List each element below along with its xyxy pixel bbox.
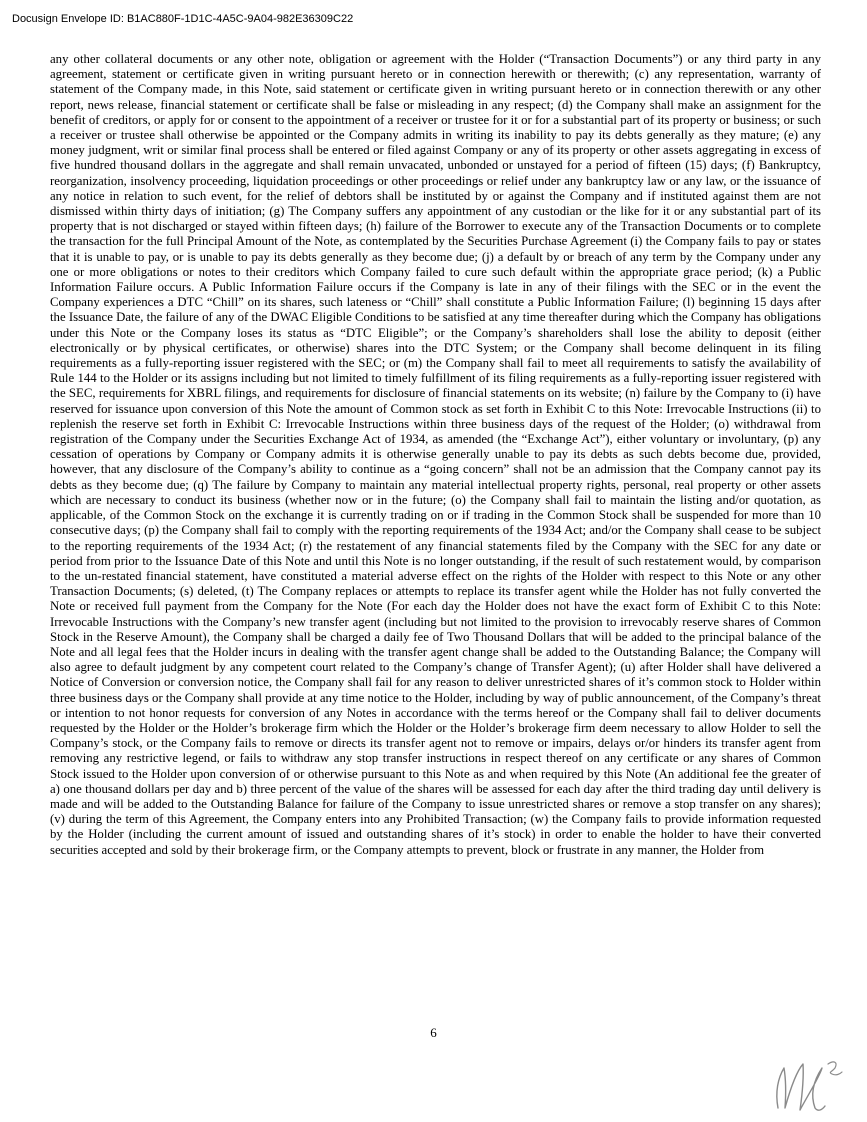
handwritten-initials [770,1050,850,1120]
body-paragraph: any other collateral documents or any other note, obligation or agreement with the Holder (“Transaction Documents”) or any third party in any agreement, statement or certificate given in writing pursuant hereto or in connection herewith or therewith; (c) any representation, warranty of statement of the Company made, in this Note, said statement or certificate given in writing pursuant hereto or in connection therewith or any other report, news release, financial statement or certificate shall be false or misleading in any respect; (d) the Company shall make an assignment for the benefit of creditors, or apply for or consent to the appointment of a receiver or trustee for it or for a substantial part of its property or business; or such a receiver or trustee shall otherwise be appointed or the Company admits in writing its inability to pay its debts generally as they mature; (e) any money judgment, writ or similar final process shall be entered or filed against Company or any of its property or other assets aggregating in excess of five hundred thousand dollars in the aggregate and shall remain unvacated, unbonded or unstayed for a period of fifteen (15) days; (f) Bankruptcy, reorganization, insolvency proceeding, liquidation proceedings or other proceedings or relief under any bankruptcy law or any law, or the issuance of any notice in relation to such event, for the relief of debtors shall be instituted by or against the Company and if instituted against them are not dismissed within thirty days of initiation; (g) The Company suffers any appointment of any custodian or the like for it or any substantial part of its property that is not discharged or stayed within fifteen days; (h) failure of the Borrower to execute any of the Transaction Documents or to complete the transaction for the full Principal Amount of the Note, as contemplated by the Securities Purchase Agreement (i) the Company fails to pay or states that it is unable to pay, or is unable to pay its debts generally as they become due; (j) a default by or breach of any term by the Company under any one or more obligations or notes to their creditors which Company failed to cure such default within the appropriate grace period; (k) a Public Information Failure occurs. A Public Information Failure occurs if the Company is late in any of their filings with the SEC or in the event the Company experiences a DTC “Chill” on its shares, such lateness or “Chill” shall constitute a Public Information Failure; (l) beginning 15 days after the Issuance Date, the failure of any of the DWAC Eligible Conditions to be satisfied at any time thereafter during which the Company has obligations under this Note or the Company loses its status as “DTC Eligible”; or the Company’s shareholders shall lose the ability to deposit (either electronically or by physical certificates, or otherwise) shares into the DTC System; or the Company shall become delinquent in its filing requirements as a fully-reporting issuer registered with the SEC; or (m) the Company shall fail to meet all requirements to satisfy the availability of Rule 144 to the Holder or its assigns including but not limited to timely fulfillment of its filing requirements as a fully-reporting issuer registered with the SEC, requirements for XBRL filings, and requirements for disclosure of financial statements on its website; (n) failure by the Company to (i) have reserved for issuance upon conversion of this Note the amount of Common stock as set forth in Exhibit C to this Note: Irrevocable Instructions (ii) to replenish the reserve set forth in Exhibit C: Irrevocable Instructions within three business days of the request of the Holder; (o) withdrawal from registration of the Company under the Securities Exchange Act of 1934, as amended (the “Exchange Act”), either voluntary or involuntary, (p) any cessation of operations by Company or Company admits it is otherwise generally unable to pay its debts as such debts become due, provided, however, that any disclosure of the Company’s ability to continue as a “going concern” shall not be an admission that the Company cannot pay its debts as they become due; (q) The failure by Company to maintain any material intellectual property rights, personal, real property or other assets which are necessary to conduct its business (whether now or in the future; (o) the Company shall fail to maintain the listing and/or quotation, as applicable, of the Common Stock on the exchange it is currently trading on or if trading in the Common Stock shall be suspended for more than 10 consecutive days; (p) the Company shall fail to comply with the reporting requirements of the 1934 Act; and/or the Company shall cease to be subject to the reporting requirements of the 1934 Act; (r) the restatement of any financial statements filed by the Company with the SEC for any date or period from prior to the Issuance Date of this Note and until this Note is no longer outstanding, if the result of such restatement would, by comparison to the un-restated financial statement, have constituted a material adverse effect on the rights of the Holder with respect to this Note or any other Transaction Documents; (s) deleted, (t) The Company replaces or attempts to replace its transfer agent while the Holder has not fully converted the Note or received full payment from the Company for the Note (For each day the Holder does not have the exact form of Exhibit C to this Note: Irrevocable Instructions with the Company’s new transfer agent (including but not limited to the provision to irrevocably reserve shares of Common Stock in the Reserve Amount), the Company shall be charged a daily fee of Two Thousand Dollars that will be added to the principal balance of the Note and all legal fees that the Holder incurs in dealing with the transfer agent change shall be added to the Outstanding Balance; the Company will also agree to default judgment by any competent court related to the Company’s change of Transfer Agent); (u) after Holder shall have delivered a Notice of Conversion or conversion notice, the Company shall fail for any reason to deliver unrestricted shares of it’s common stock to Holder within three business days or the Company shall provide at any time notice to the Holder, including by way of public announcement, of the Company’s threat or intention to not honor requests for conversion of any Notes in accordance with the terms hereof or the Company shall fail to deliver documents requested by the Holder or the Holder’s brokerage firm which the Holder or the Holder’s brokerage firm deem necessary to allow Holder to sell the Company’s stock, or the Company fails to remove or directs its transfer agent not to remove or impairs, delays or/or hinders its transfer agent from removing any restrictive legend, or fails to withdraw any stop transfer instructions in respect thereof on any certificate or any shares of Common Stock issued to the Holder upon conversion of or otherwise pursuant to this Note as and when required by this Note (An additional fee the greater of a) one thousand dollars per day and b) three percent of the value of the shares will be assessed for each day after the third trading day until delivery is made and will be added to the Outstanding Balance for failure of the Company to issue unrestricted shares or remove a stop transfer on any shares); (v) during the term of this Agreement, the Company enters into any Prohibited Transaction; (w) the Company fails to provide information requested by the Holder (including the current amount of issued and outstanding shares of it’s stock) in order to enable the holder to have their converted securities accepted and sold by their brokerage firm, or the Company attempts to prevent, block or frustrate in any manner, the Holder from [50,52,821,857]
page-number: 6 [430,1025,437,1040]
initials-stroke-small [828,1062,842,1075]
initials-stroke-main [777,1064,825,1110]
envelope-id-header: Docusign Envelope ID: B1AC880F-1D1C-4A5C-9A04-982E36309C22 [12,13,354,25]
